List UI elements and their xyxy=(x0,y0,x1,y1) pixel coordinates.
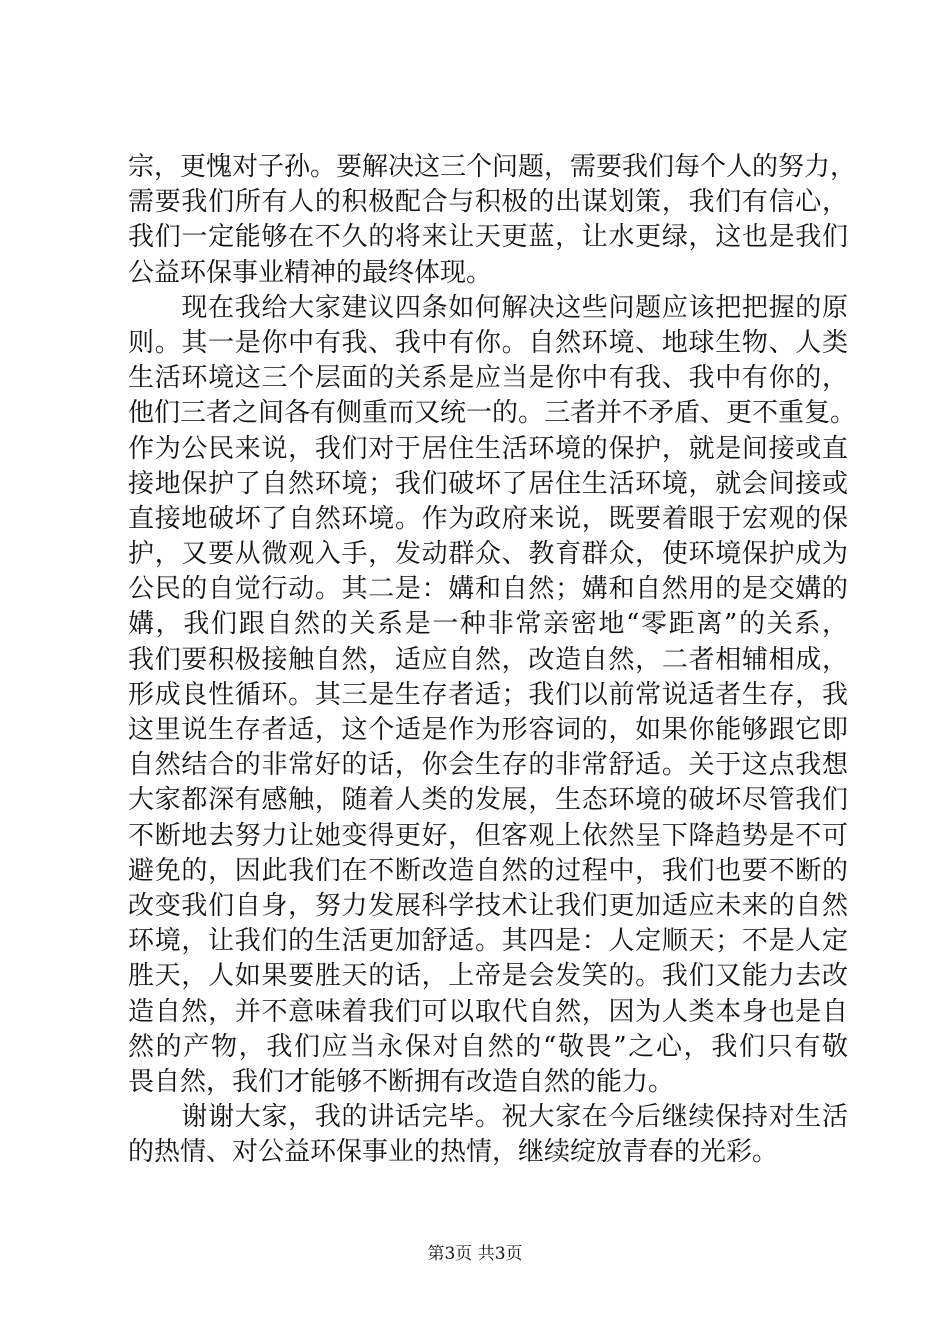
text-line: 形成良性循环。其三是生存者适；我们以前常说适者生存，我 xyxy=(128,679,848,710)
text-line: 自然结合的非常好的话，你会生存的非常舒适。关于这点我想 xyxy=(128,750,848,781)
text-line: 改变我们自身，努力发展科学技术让我们更加适应未来的自然 xyxy=(128,890,848,921)
text-line: 公民的自觉行动。其二是：媾和自然；媾和自然用的是交媾的 xyxy=(128,574,848,605)
text-line: 胜天，人如果要胜天的话，上帝是会发笑的。我们又能力去改 xyxy=(128,961,848,992)
text-line: 的热情、对公益环保事业的热情，继续绽放青春的光彩。 xyxy=(128,1137,779,1168)
text-line: 则。其一是你中有我、我中有你。自然环境、地球生物、人类 xyxy=(128,327,848,358)
text-line: 避免的，因此我们在不断改造自然的过程中，我们也要不断的 xyxy=(128,855,848,886)
text-line: 生活环境这三个层面的关系是应当是你中有我、我中有你的， xyxy=(128,363,848,394)
page-footer: 第3页 共3页 xyxy=(427,1244,523,1264)
text-line: 宗，更愧对子孙。要解决这三个问题，需要我们每个人的努力， xyxy=(128,152,857,182)
body-text xyxy=(128,150,857,1170)
text-line: 接地保护了自然环境；我们破坏了居住生活环境，就会间接或 xyxy=(128,468,848,499)
text-line: 我们要积极接触自然，适应自然，改造自然，二者相辅相成， xyxy=(128,644,848,675)
text-line: 护，又要从微观入手，发动群众、教育群众，使环境保护成为 xyxy=(128,539,848,570)
text-line: 我们一定能够在不久的将来让天更蓝，让水更绿，这也是我们 xyxy=(128,222,848,253)
text-line: 畏自然，我们才能够不断拥有改造自然的能力。 xyxy=(128,1066,675,1097)
text-line: 作为公民来说，我们对于居住生活环境的保护，就是间接或直 xyxy=(128,433,848,464)
text-line: 需要我们所有人的积极配合与积极的出谋划策，我们有信心， xyxy=(128,187,848,218)
text-line: 然的产物，我们应当永保对自然的“敬畏”之心，我们只有敬 xyxy=(128,1031,848,1062)
text-line: 现在我给大家建议四条如何解决这些问题应该把把握的原 xyxy=(128,292,848,323)
text-line: 他们三者之间各有侧重而又统一的。三者并不矛盾、更不重复。 xyxy=(128,398,857,429)
text-line: 直接地破坏了自然环境。作为政府来说，既要着眼于宏观的保 xyxy=(128,503,848,534)
text-line: 大家都深有感触，随着人类的发展，生态环境的破坏尽管我们 xyxy=(128,785,848,816)
text-line: 环境，让我们的生活更加舒适。其四是：人定顺天；不是人定 xyxy=(128,926,848,957)
text-line: 不断地去努力让她变得更好，但客观上依然呈下降趋势是不可 xyxy=(128,820,848,851)
text-line: 造自然，并不意味着我们可以取代自然，因为人类本身也是自 xyxy=(128,996,848,1027)
text-line: 这里说生存者适，这个适是作为形容词的，如果你能够跟它即 xyxy=(128,715,848,745)
text-line: 谢谢大家，我的讲话完毕。祝大家在今后继续保持对生活 xyxy=(128,1102,848,1133)
text-line: 公益环保事业精神的最终体现。 xyxy=(128,257,493,288)
text-line: 媾，我们跟自然的关系是一种非常亲密地“零距离”的关系， xyxy=(128,609,848,640)
